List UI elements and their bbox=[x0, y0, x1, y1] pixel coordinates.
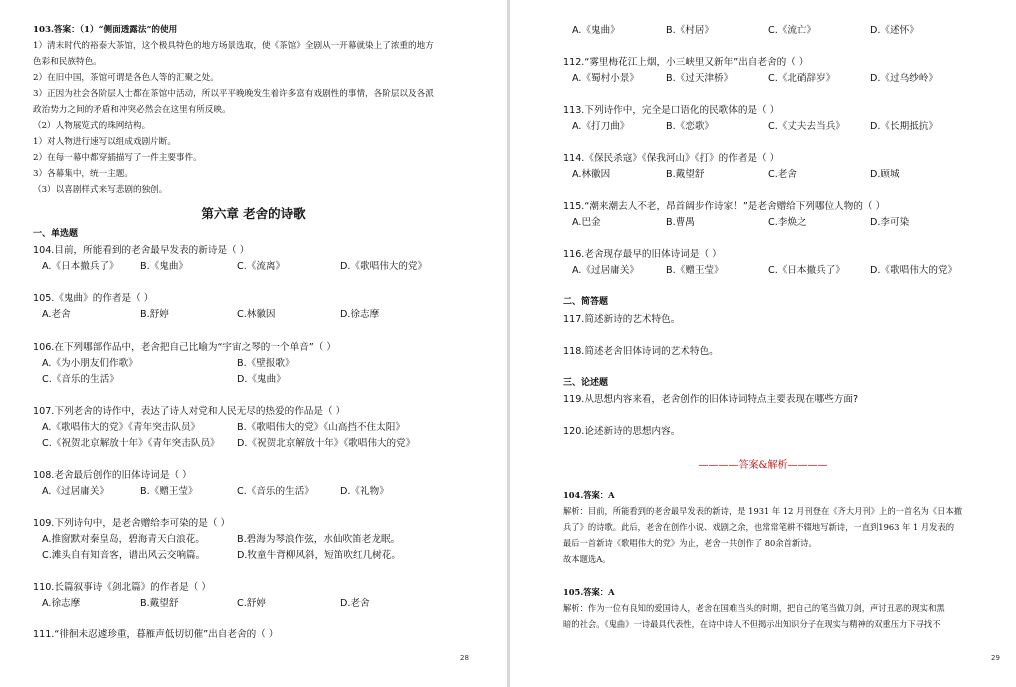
question-stem: 108.老舍最后创作的旧体诗词是（ ） bbox=[33, 470, 192, 481]
chapter-title: 第六章 老舍的诗歌 bbox=[201, 206, 306, 221]
option: D.李可染 bbox=[870, 217, 910, 228]
answer-text-line: 1）对人物进行速写以组成戏剧片断。 bbox=[33, 137, 176, 147]
question-stem: 119.从思想内容来看，老舍创作的旧体诗词特点主要表现在哪些方面? bbox=[563, 394, 859, 405]
option: B.舒婷 bbox=[140, 309, 169, 320]
answer-text-line: 解析：目前，所能看到的老舍最早发表的新诗，是 1931 年 12 月刊登在《齐大月刊》上的一首名为《日本撤 bbox=[563, 506, 962, 516]
option: C.《音乐的生活》 bbox=[237, 486, 314, 497]
option: D.《长期抵抗》 bbox=[870, 121, 938, 132]
option: C.老舍 bbox=[768, 169, 797, 180]
option: C.舒婷 bbox=[237, 598, 266, 609]
question-stem: 116.老舍现存最早的旧体诗词是（ ） bbox=[563, 249, 722, 260]
option: D.《歌唱伟大的党》 bbox=[870, 265, 958, 276]
option: C.林徽因 bbox=[237, 309, 276, 320]
answer-text-line: 兵了》的诗歌。此后，老舍在创作小说、戏剧之余，也常常笔耕不辍地写新诗，一直到1963 年 1 月发表的 bbox=[563, 522, 955, 532]
question-stem: 106.在下列哪部作品中，老舍把自己比喻为“宇宙之琴的一个单音”（ ） bbox=[33, 342, 336, 353]
option: A.《过居庸关》 bbox=[572, 265, 640, 276]
page-number: 28 bbox=[460, 654, 469, 662]
page-29 bbox=[510, 0, 1016, 687]
answer-text-line: 最后一首新诗《歌唱伟大的党》为止，老舍一共创作了 80余首新诗。 bbox=[563, 538, 817, 548]
answer-104-title: 104.答案：A bbox=[563, 490, 615, 500]
question-stem: 104.目前，所能看到的老舍最早发表的新诗是（ ） bbox=[33, 245, 250, 256]
option: C.滩头自有知音客，谱出风云交响篇。 bbox=[42, 550, 206, 561]
option: D.《鬼曲》 bbox=[237, 374, 286, 385]
answer-text-line: 2）在旧中国，茶馆可谓是各色人等的汇聚之处。 bbox=[33, 73, 219, 83]
option: D.老舍 bbox=[340, 598, 370, 609]
option: C.《北硝辞岁》 bbox=[768, 73, 836, 84]
question-stem: 107.下列老舍的诗作中，表达了诗人对党和人民无尽的热爱的作品是（ ） bbox=[33, 406, 346, 417]
option: A.《过居庸关》 bbox=[42, 486, 110, 497]
answer-text-line: （3）以喜剧样式来写悲剧的独创。 bbox=[33, 185, 168, 195]
option: B.戴望舒 bbox=[666, 169, 705, 180]
answer-105-title: 105.答案：A bbox=[563, 587, 615, 597]
option: C.《流亡》 bbox=[768, 25, 817, 36]
option: D.《祝贺北京解放十年》《歌唱伟大的党》 bbox=[237, 438, 416, 449]
option: B.《赠王莹》 bbox=[666, 265, 724, 276]
option: D.牧童牛背柳风斜，短笛吹红几树花。 bbox=[237, 550, 401, 561]
option: D.《歌唱伟大的党》 bbox=[340, 261, 428, 272]
option: A.《打刀曲》 bbox=[572, 121, 630, 132]
section-heading: 三、论述题 bbox=[563, 378, 609, 388]
option: B.戴望舒 bbox=[140, 598, 179, 609]
question-stem: 105.《鬼曲》的作者是（ ） bbox=[33, 293, 154, 304]
question-stem: 120.论述新诗的思想内容。 bbox=[563, 426, 681, 437]
answer-text-line: 色彩和民族特色。 bbox=[33, 57, 102, 67]
option: A.《日本撤兵了》 bbox=[42, 261, 119, 272]
option: C.李焕之 bbox=[768, 217, 807, 228]
option: A.徐志摩 bbox=[42, 598, 81, 609]
option: D.徐志摩 bbox=[340, 309, 380, 320]
option: C.《流离》 bbox=[237, 261, 286, 272]
option: B.《村居》 bbox=[666, 25, 715, 36]
option: A.林徽因 bbox=[572, 169, 611, 180]
option: C.《音乐的生活》 bbox=[42, 374, 119, 385]
option: A.老舍 bbox=[42, 309, 71, 320]
question-stem: 112.“雾里梅花江上烟，小三峡里又新年”出自老舍的（ ） bbox=[563, 57, 809, 68]
answer-text-line: 故本题选A。 bbox=[563, 554, 611, 564]
section-heading: 一、单选题 bbox=[33, 229, 79, 239]
question-stem: 114.《保民杀寇》《保我河山》《打》的作者是（ ） bbox=[563, 153, 780, 164]
option: B.《鬼曲》 bbox=[140, 261, 189, 272]
option: D.《过乌纱岭》 bbox=[870, 73, 938, 84]
answer-text-line: （2）人物展览式的珠网结构。 bbox=[33, 121, 151, 131]
option: B.《壁报歌》 bbox=[237, 358, 295, 369]
question-stem: 115.“潮来潮去人不老，昂首阔步作诗家！”是老舍赠给下列哪位人物的（ ） bbox=[563, 201, 886, 212]
section-heading: 二、简答题 bbox=[563, 297, 609, 307]
option: A.《蜀村小景》 bbox=[572, 73, 640, 84]
question-stem: 117.简述新诗的艺术特色。 bbox=[563, 314, 681, 325]
option: A.《为小朋友们作歌》 bbox=[42, 358, 138, 369]
question-stem: 110.长篇叙事诗《剑北篇》的作者是（ ） bbox=[33, 582, 211, 593]
question-stem: 111.“徘徊未忍遽珍重，暮雁声低切切催”出自老舍的（ ） bbox=[33, 629, 279, 640]
answer-text-line: 1）清末时代的裕泰大茶馆，这个极具特色的地方场景选取，使《茶馆》全剧从一开幕就染上了浓重的地方 bbox=[33, 41, 434, 51]
answer-text-line: 政治势力之间的矛盾和冲突必然会在这里有所反映。 bbox=[33, 105, 231, 115]
answer-text-line: 解析：作为一位有良知的爱国诗人，老舍在国难当头的时期，把自己的笔当做刀剑，声讨丑恶的现实和黑 bbox=[563, 603, 945, 613]
option: B.《恋歌》 bbox=[666, 121, 715, 132]
answer-103-title: 103.答案：（1）“侧面透露法”的使用 bbox=[33, 25, 178, 35]
option: B.《过天津桥》 bbox=[666, 73, 734, 84]
page-28 bbox=[0, 0, 507, 687]
option: D.《礼物》 bbox=[340, 486, 389, 497]
option: A.《歌唱伟大的党》《青年突击队员》 bbox=[42, 422, 201, 433]
option: D.顾城 bbox=[870, 169, 900, 180]
option: A.推窗默对秦皇岛，碧海青天白浪花。 bbox=[42, 534, 205, 545]
answer-section-header: ————答案&解析———— bbox=[698, 460, 828, 471]
answer-text-line: 暗的社会。《鬼曲》一诗最具代表性，在诗中诗人不但揭示出知识分子在现实与精神的双重压力下寻找不 bbox=[563, 619, 941, 629]
option: B.《歌唱伟大的党》《山高挡不住太阳》 bbox=[237, 422, 405, 433]
option: B.《赠王莹》 bbox=[140, 486, 198, 497]
option: B.碧海为琴浪作弦，水仙吹笛老龙眠。 bbox=[237, 534, 401, 545]
answer-text-line: 3）正因为社会各阶层人士都在茶馆中活动，所以平平晚晚发生着许多富有戏剧性的事情，各阶层以及各派 bbox=[33, 89, 434, 99]
option: A.《鬼曲》 bbox=[572, 25, 620, 36]
question-stem: 118.简述老舍旧体诗词的艺术特色。 bbox=[563, 346, 719, 357]
option: C.《祝贺北京解放十年》《青年突击队员》 bbox=[42, 438, 220, 449]
option: D.《述怀》 bbox=[870, 25, 919, 36]
option: B.曹禺 bbox=[666, 217, 695, 228]
option: C.《丈夫去当兵》 bbox=[768, 121, 845, 132]
page-number: 29 bbox=[991, 654, 1000, 662]
question-stem: 113.下列诗作中，完全是口语化的民歌体的是（ ） bbox=[563, 105, 780, 116]
answer-text-line: 2）在每一幕中都穿插描写了一件主要事件。 bbox=[33, 153, 202, 163]
option: C.《日本撤兵了》 bbox=[768, 265, 845, 276]
option: A.巴金 bbox=[572, 217, 601, 228]
answer-text-line: 3）各幕集中，统一主题。 bbox=[33, 169, 133, 179]
question-stem: 109.下列诗句中，是老舍赠给李可染的是（ ） bbox=[33, 518, 231, 529]
